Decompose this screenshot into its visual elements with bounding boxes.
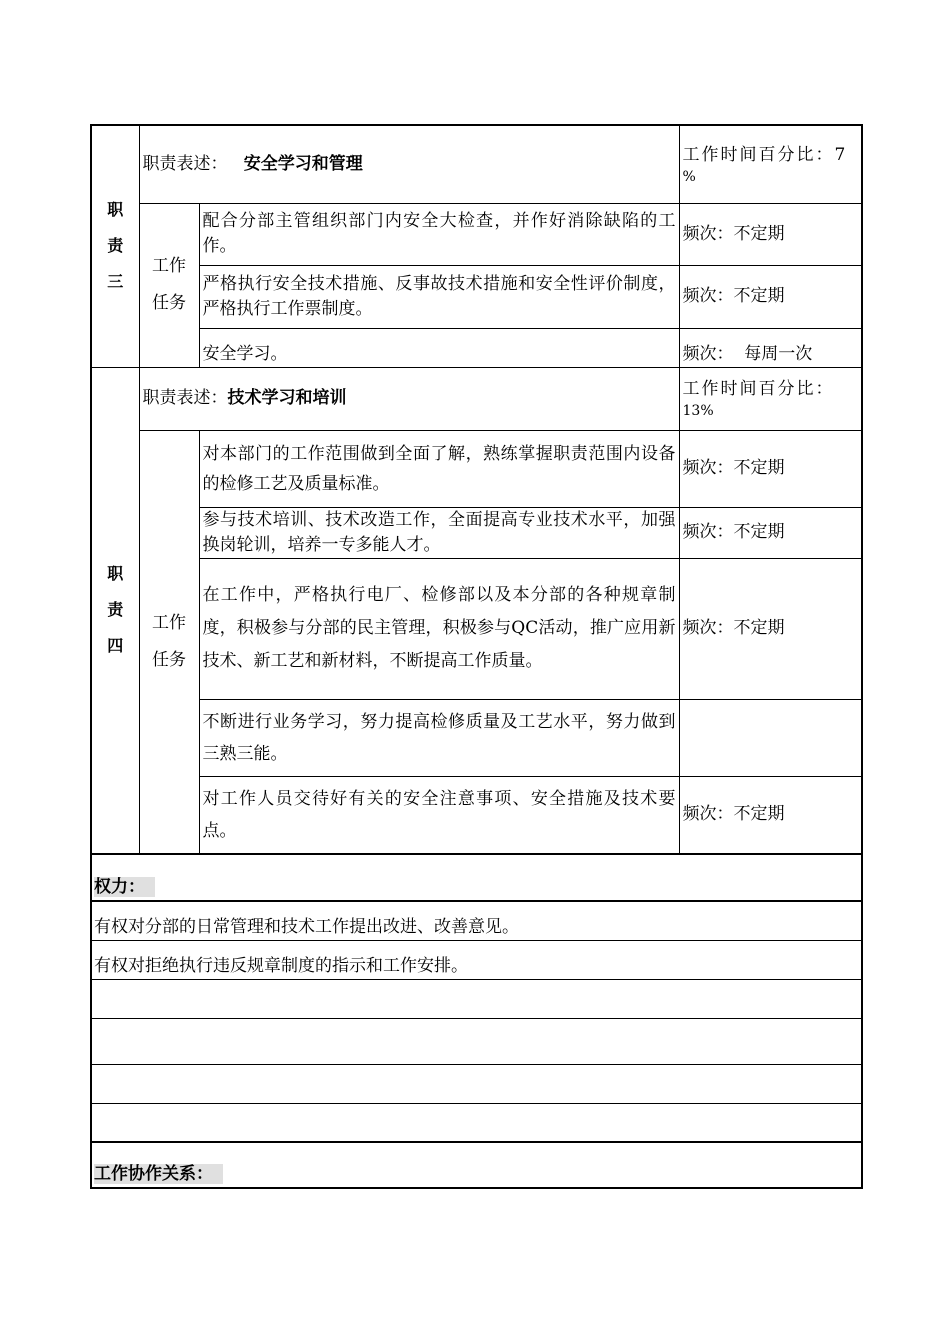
duty3-task-frequency: 频次：不定期 bbox=[679, 203, 862, 265]
authority-item bbox=[91, 1064, 862, 1103]
authority-item: 有权对分部的日常管理和技术工作提出改进、改善意见。 bbox=[91, 901, 862, 940]
task-label-line: 工作 bbox=[152, 256, 186, 276]
duty4-label-char: 职 bbox=[107, 564, 124, 584]
duty3-task-frequency: 频次： 每周一次 bbox=[679, 328, 862, 367]
duty4-task-frequency: 频次：不定期 bbox=[679, 430, 862, 507]
authority-row bbox=[91, 940, 862, 979]
authority-item bbox=[91, 979, 862, 1018]
authority-row bbox=[91, 1064, 862, 1103]
duty3-task-label bbox=[139, 203, 199, 367]
authority-row bbox=[91, 901, 862, 940]
duty4-task-text: 不断进行业务学习，努力提高检修质量及工艺水平，努力做到三熟三能。 bbox=[199, 699, 679, 776]
duty4-task-row bbox=[91, 558, 862, 699]
authority-item bbox=[91, 1103, 862, 1142]
duty3-task-text: 配合分部主管组织部门内安全大检查，并作好消除缺陷的工作。 bbox=[199, 203, 679, 265]
authority-item bbox=[91, 1018, 862, 1064]
duty4-task-frequency: 频次：不定期 bbox=[679, 558, 862, 699]
duty4-task-frequency: 频次：不定期 bbox=[679, 507, 862, 558]
authority-row bbox=[91, 1018, 862, 1064]
duty4-task-label bbox=[139, 430, 199, 854]
duty3-label-char: 职 bbox=[107, 200, 124, 220]
authority-heading-text: 权力： bbox=[94, 877, 155, 897]
duty3-task-row bbox=[91, 265, 862, 328]
duty4-task-row bbox=[91, 699, 862, 776]
duties-table bbox=[90, 124, 863, 1189]
duty3-pct-label: 工作时间百分比：7 bbox=[682, 144, 848, 165]
duty3-label-char: 三 bbox=[107, 272, 124, 292]
authority-row bbox=[91, 979, 862, 1018]
authority-row bbox=[91, 1103, 862, 1142]
duty3-task-row bbox=[91, 203, 862, 265]
duty4-task-row bbox=[91, 430, 862, 507]
duty4-label bbox=[91, 367, 139, 854]
duty4-task-row bbox=[91, 776, 862, 854]
duty4-pct-tail: 13% bbox=[682, 403, 714, 419]
duty4-desc-label: 职责表述： bbox=[142, 388, 228, 408]
job-description-table-wrapper bbox=[90, 124, 861, 1189]
duty3-task-row bbox=[91, 328, 862, 367]
duty4-task-text: 对本部门的工作范围做到全面了解，熟练掌握职责范围内设备的检修工艺及质量标准。 bbox=[199, 430, 679, 507]
task-label-line: 工作 bbox=[152, 612, 186, 633]
duty3-desc-label: 职责表述： bbox=[142, 153, 228, 174]
authority-item: 有权对拒绝执行违反规章制度的指示和工作安排。 bbox=[91, 940, 862, 979]
duty3-task-frequency: 频次：不定期 bbox=[679, 265, 862, 328]
duty3-description bbox=[139, 125, 679, 203]
duty4-pct-label: 工作时间百分比： bbox=[682, 379, 835, 399]
duty3-header-row bbox=[91, 125, 862, 203]
duty4-desc-title: 技术学习和培训 bbox=[227, 388, 347, 408]
duty4-label-char: 责 bbox=[107, 600, 124, 620]
duty4-task-frequency bbox=[679, 699, 862, 776]
duty4-task-text: 参与技术培训、技术改造工作，全面提高专业技术水平，加强换岗轮训，培养一专多能人才。 bbox=[199, 507, 679, 558]
cooperation-heading bbox=[91, 1142, 862, 1188]
duty3-task-text: 安全学习。 bbox=[199, 328, 679, 367]
duty4-task-text: 对工作人员交待好有关的安全注意事项、安全措施及技术要点。 bbox=[199, 776, 679, 854]
duty3-label-char: 责 bbox=[107, 236, 124, 256]
duty4-header-row bbox=[91, 367, 862, 430]
duty4-task-text: 在工作中，严格执行电厂、检修部以及本分部的各种规章制度，积极参与分部的民主管理，积极参与QC活动，推广应用新技术、新工艺和新材料，不断提高工作质量。 bbox=[199, 558, 679, 699]
duty3-label bbox=[91, 125, 139, 367]
duty3-time-percent bbox=[679, 125, 862, 203]
cooperation-heading-row bbox=[91, 1142, 862, 1188]
duty4-task-row bbox=[91, 507, 862, 558]
authority-heading-row bbox=[91, 854, 862, 901]
authority-heading bbox=[91, 854, 862, 901]
duty4-time-percent bbox=[679, 367, 862, 430]
task-label-line: 任务 bbox=[152, 293, 186, 313]
duty4-description bbox=[139, 367, 679, 430]
duty3-desc-title: 安全学习和管理 bbox=[243, 153, 363, 174]
duty3-task-text: 严格执行安全技术措施、反事故技术措施和安全性评价制度，严格执行工作票制度。 bbox=[199, 265, 679, 328]
task-label-line: 任务 bbox=[152, 649, 186, 670]
duty3-pct-tail: % bbox=[682, 168, 696, 185]
duty4-task-frequency: 频次：不定期 bbox=[679, 776, 862, 854]
duty4-label-char: 四 bbox=[107, 636, 124, 656]
cooperation-heading-text: 工作协作关系： bbox=[94, 1164, 223, 1184]
